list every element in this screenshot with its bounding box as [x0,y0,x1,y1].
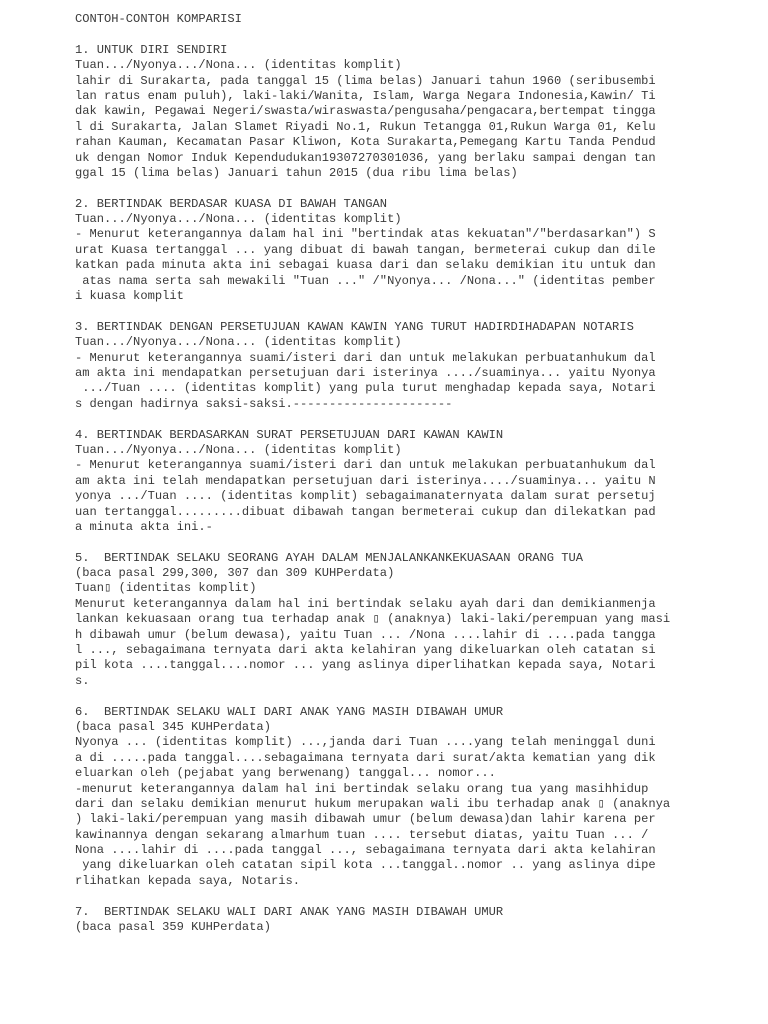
section-heading: 4. BERTINDAK BERDASARKAN SURAT PERSETUJUAN DARI KAWAN KAWIN [75,427,504,442]
section-line: Tuan.../Nyonya.../Nona... (identitas komplit) [75,335,402,350]
section-line: eluarkan oleh (pejabat yang berwenang) tanggal... nomor... [75,766,496,781]
section-line: (baca pasal 299,300, 307 dan 309 KUHPerdata) [75,566,395,581]
section-line: lankan kekuasaan orang tua terhadap anak ▯ (anaknya) laki-laki/perempuan yang masi [75,612,671,627]
section-heading: 1. UNTUK DIRI SENDIRI [75,42,228,57]
document-body [75,12,755,935]
section-line: - Menurut keterangannya suami/isteri dari dan untuk melakukan perbuatanhukum dal [75,350,656,365]
section-line: dak kawin, Pegawai Negeri/swasta/wiraswasta/pengusaha/pengacara,bertempat tingga [75,104,656,119]
section-6 [75,705,755,905]
spacer [75,889,755,904]
spacer [75,412,755,427]
spacer [75,535,755,550]
spacer [75,304,755,319]
section-line: dari dan selaku demikian menurut hukum merupakan wali ibu terhadap anak ▯ (anaknya [75,796,671,811]
section-line: rahan Kauman, Kecamatan Pasar Kliwon, Kota Surakarta,Pemegang Kartu Tanda Pendud [75,135,656,150]
section-line: Menurut keterangannya dalam hal ini bertindak selaku ayah dari dan demikianmenja [75,596,656,611]
section-line: Nona ....lahir di ....pada tanggal ..., sebagaimana ternyata dari akta kelahiran [75,843,656,858]
section-line: a minuta akta ini.- [75,519,213,534]
document-sections [75,43,755,936]
section-line: Nyonya ... (identitas komplit) ...,janda dari Tuan ....yang telah meninggal duni [75,735,656,750]
section-1 [75,43,755,197]
section-line: am akta ini telah mendapatkan persetujuan dari isterinya..../suaminya... yaitu N [75,473,656,488]
section-line: -menurut keterangannya dalam hal ini bertindak selaku orang tua yang masihhidup [75,781,649,796]
section-line: yang dikeluarkan oleh catatan sipil kota ...tanggal..nomor .. yang aslinya dipe [75,858,656,873]
section-heading: 3. BERTINDAK DENGAN PERSETUJUAN KAWAN KAWIN YANG TURUT HADIRDIHADAPAN NOTARIS [75,319,634,334]
section-line: kawinannya dengan sekarang almarhum tuan .... tersebut diatas, yaitu Tuan ... / [75,827,649,842]
section-line: atas nama serta sah mewakili "Tuan ..." /"Nyonya... /Nona..." (identitas pember [75,273,656,288]
document-title: CONTOH-CONTOH KOMPARISI [75,12,242,26]
section-line: (baca pasal 359 KUHPerdata) [75,920,271,935]
section-line: yonya .../Tuan .... (identitas komplit) sebagaimanaternyata dalam surat persetuj [75,489,656,504]
section-line: s dengan hadirnya saksi-saksi.---------------------- [75,396,453,411]
section-line: h dibawah umur (belum dewasa), yaitu Tuan ... /Nona ....lahir di ....pada tangga [75,627,656,642]
section-heading: 5. BERTINDAK SELAKU SEORANG AYAH DALAM MENJALANKANKEKUASAAN ORANG TUA [75,550,584,565]
section-heading: 6. BERTINDAK SELAKU WALI DARI ANAK YANG MASIH DIBAWAH UMUR [75,704,504,719]
spacer [75,27,755,42]
section-line: uk dengan Nomor Induk Kependudukan19307270301036, yang berlaku sampai dengan tan [75,150,656,165]
section-heading: 2. BERTINDAK BERDASAR KUASA DI BAWAH TANGAN [75,196,388,211]
section-line: Tuan.../Nyonya.../Nona... (identitas komplit) [75,212,402,227]
section-2 [75,197,755,320]
section-line: a di .....pada tanggal....sebagaimana ternyata dari surat/akta kematian yang dik [75,750,656,765]
section-line: i kuasa komplit [75,289,184,304]
section-heading: 7. BERTINDAK SELAKU WALI DARI ANAK YANG MASIH DIBAWAH UMUR [75,904,504,919]
section-line: l di Surakarta, Jalan Slamet Riyadi No.1, Rukun Tetangga 01,Rukun Warga 01, Kelu [75,119,656,134]
spacer [75,181,755,196]
section-line: lan ratus enam puluh), laki-laki/Wanita, Islam, Warga Negara Indonesia,Kawin/ Ti [75,88,656,103]
section-line: katkan pada minuta akta ini sebagai kuasa dari dan selaku demikian itu untuk dan [75,258,656,273]
section-line: ) laki-laki/perempuan yang masih dibawah umur (belum dewasa)dan lahir karena per [75,812,656,827]
section-line: Tuan▯ (identitas komplit) [75,581,257,596]
section-5 [75,551,755,705]
section-4 [75,428,755,551]
section-line: rlihatkan kepada saya, Notaris. [75,873,300,888]
section-line: - Menurut keterangannya dalam hal ini "bertindak atas kekuatan"/"berdasarkan") S [75,227,656,242]
section-line: lahir di Surakarta, pada tanggal 15 (lima belas) Januari tahun 1960 (seribusembi [75,73,656,88]
section-line: Tuan.../Nyonya.../Nona... (identitas komplit) [75,58,402,73]
section-line: am akta ini mendapatkan persetujuan dari isterinya ..../suaminya... yaitu Nyonya [75,365,656,380]
section-line: (baca pasal 345 KUHPerdata) [75,719,271,734]
section-line: .../Tuan .... (identitas komplit) yang pula turut menghadap kepada saya, Notari [75,381,656,396]
section-line: urat Kuasa tertanggal ... yang dibuat di bawah tangan, bermeterai cukup dan dile [75,242,656,257]
section-line: - Menurut keterangannya suami/isteri dari dan untuk melakukan perbuatanhukum dal [75,458,656,473]
section-7 [75,905,755,936]
section-line: uan tertanggal.........dibuat dibawah tangan bermeterai cukup dan dilekatkan pad [75,504,656,519]
section-line: pil kota ....tanggal....nomor ... yang aslinya diperlihatkan kepada saya, Notari [75,658,656,673]
section-line: Tuan.../Nyonya.../Nona... (identitas komplit) [75,442,402,457]
section-line: l ..., sebagaimana ternyata dari akta kelahiran yang dikeluarkan oleh catatan si [75,643,656,658]
section-line: ggal 15 (lima belas) Januari tahun 2015 (dua ribu lima belas) [75,165,518,180]
section-3 [75,320,755,428]
section-line: s. [75,673,90,688]
spacer [75,689,755,704]
